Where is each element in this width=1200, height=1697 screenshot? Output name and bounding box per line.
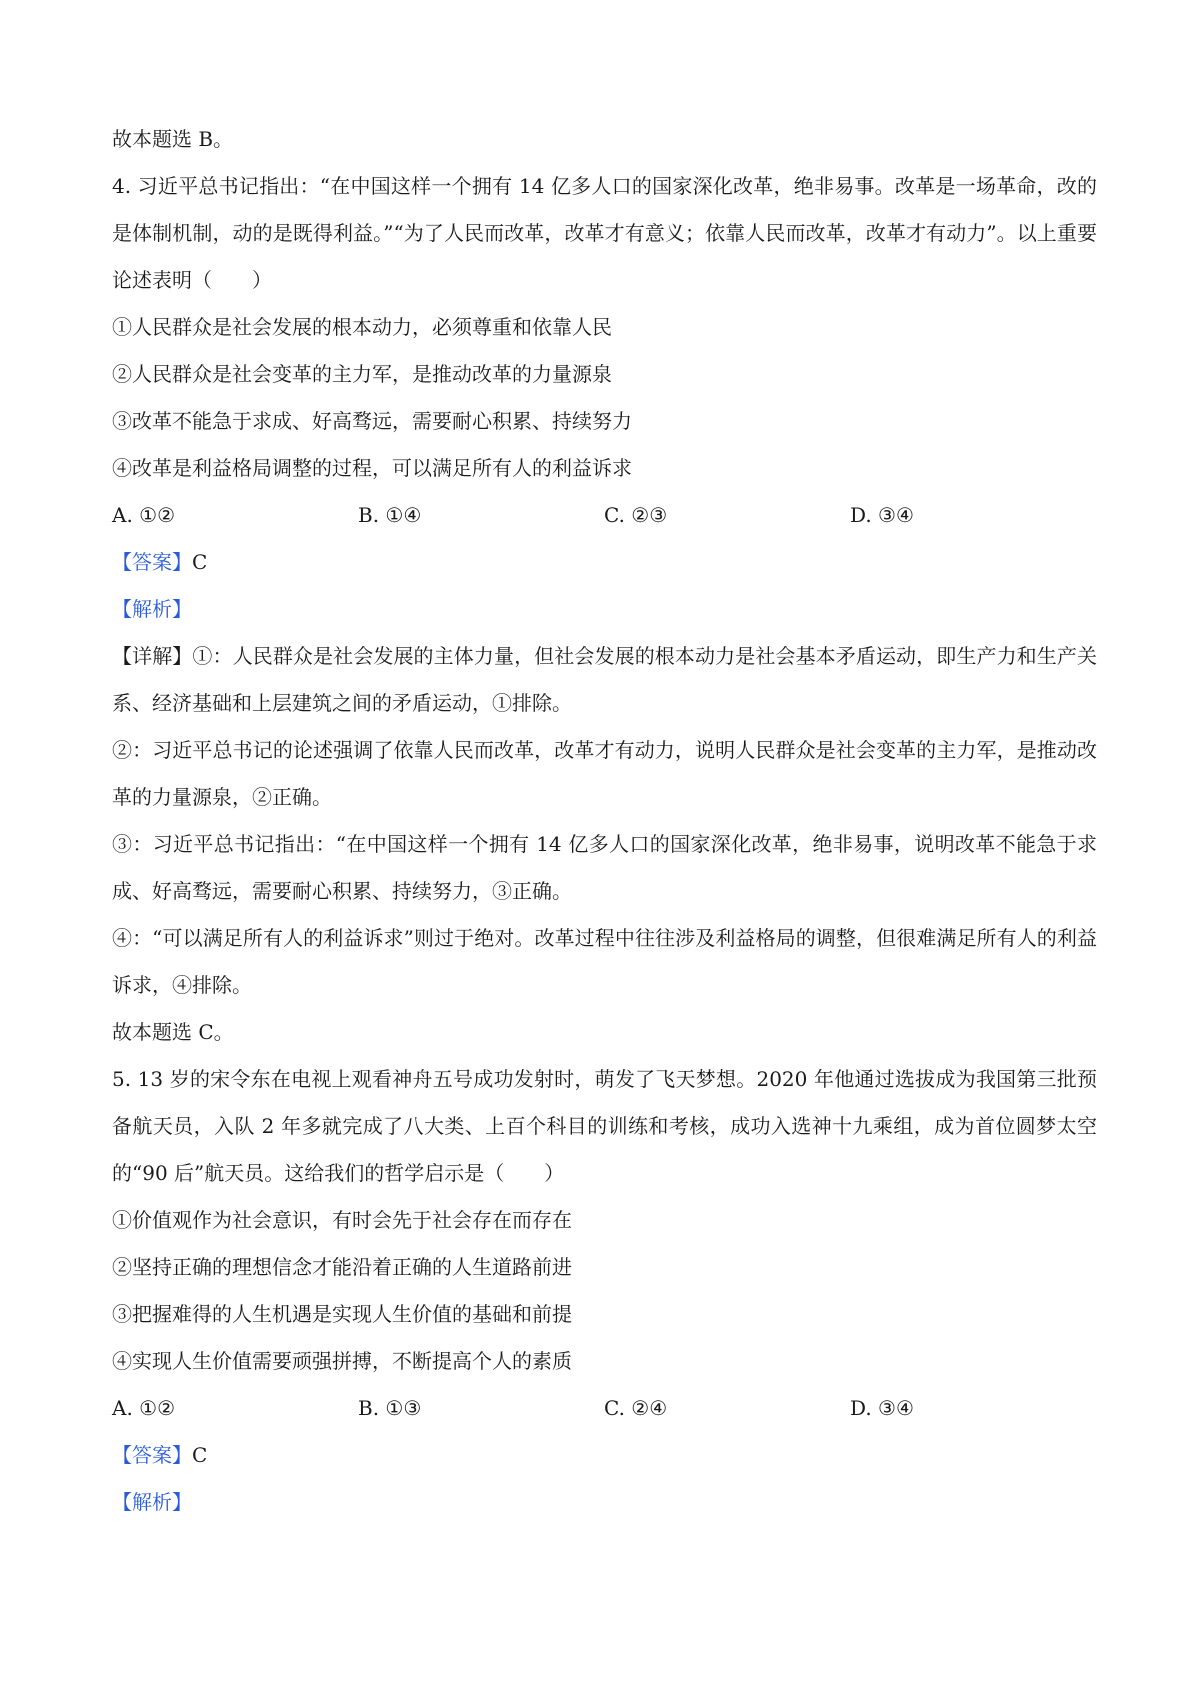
q4-conclusion: 故本题选 C。	[112, 1020, 234, 1044]
q5-stem: 5. 13 岁的宋令东在电视上观看神舟五号成功发射时，萌发了飞天梦想。2020 年他通过选拔成为我国第三批预备航天员，入队 2 年多就完成了八大类、上百个科目的训练和考核，成功入选神十九乘组，成为首位圆梦太空的“90 后”航天员。这给我们的哲学启示是（ ）	[112, 1067, 1097, 1185]
q4-detail-2: ②：习近平总书记的论述强调了依靠人民而改革，改革才有动力，说明人民群众是社会变革的主力军，是推动改革的力量源泉，②正确。	[112, 738, 1097, 809]
q5-options	[112, 1385, 1097, 1432]
answer-value: C	[192, 1443, 208, 1467]
q5-statement-1: ①价值观作为社会意识，有时会先于社会存在而存在	[112, 1208, 572, 1232]
document-content	[112, 116, 1097, 1526]
q4-statement-1: ①人民群众是社会发展的根本动力，必须尊重和依靠人民	[112, 315, 612, 339]
q4-detail-3: ③：习近平总书记指出：“在中国这样一个拥有 14 亿多人口的国家深化改革，绝非易事，说明改革不能急于求成、好高骛远，需要耐心积累、持续努力，③正确。	[112, 832, 1097, 903]
q4-option-b: B. ①④	[358, 503, 422, 527]
q5-statement-4: ④实现人生价值需要顽强拼搏，不断提高个人的素质	[112, 1349, 572, 1373]
answer-tag: 【答案】	[112, 550, 192, 574]
q4-statement-3: ③改革不能急于求成、好高骛远，需要耐心积累、持续努力	[112, 409, 632, 433]
q4-detail-4: ④：“可以满足所有人的利益诉求”则过于绝对。改革过程中往往涉及利益格局的调整，但很难满足所有人的利益诉求，④排除。	[112, 926, 1097, 997]
q5-statement-3: ③把握难得的人生机遇是实现人生价值的基础和前提	[112, 1302, 572, 1326]
q5-option-b: B. ①③	[358, 1396, 422, 1420]
q4-statement-2: ②人民群众是社会变革的主力军，是推动改革的力量源泉	[112, 362, 612, 386]
q4-option-d: D. ③④	[850, 503, 914, 527]
q4-options	[112, 492, 1097, 539]
q4-detail-1: 【详解】①：人民群众是社会发展的主体力量，但社会发展的根本动力是社会基本矛盾运动，即生产力和生产关系、经济基础和上层建筑之间的矛盾运动，①排除。	[112, 644, 1097, 715]
q5-option-a: A. ①②	[112, 1396, 176, 1420]
q5-option-c: C. ②④	[604, 1396, 668, 1420]
q5-option-d: D. ③④	[850, 1396, 914, 1420]
answer-value: C	[192, 550, 208, 574]
answer-tag: 【答案】	[112, 1443, 192, 1467]
q4-option-a: A. ①②	[112, 503, 176, 527]
q3-conclusion: 故本题选 B。	[112, 127, 234, 151]
q5-answer	[112, 1432, 1097, 1479]
q4-analysis-tag: 【解析】	[112, 597, 192, 621]
q5-analysis-tag: 【解析】	[112, 1490, 192, 1514]
q4-answer	[112, 539, 1097, 586]
q4-option-c: C. ②③	[604, 503, 668, 527]
q4-statement-4: ④改革是利益格局调整的过程，可以满足所有人的利益诉求	[112, 456, 632, 480]
q4-stem: 4. 习近平总书记指出：“在中国这样一个拥有 14 亿多人口的国家深化改革，绝非易事。改革是一场革命，改的是体制机制，动的是既得利益。”“为了人民而改革，改革才有意义；依靠人民而改革，改革才有动力”。以上重要论述表明（ ）	[112, 174, 1097, 292]
q5-statement-2: ②坚持正确的理想信念才能沿着正确的人生道路前进	[112, 1255, 572, 1279]
